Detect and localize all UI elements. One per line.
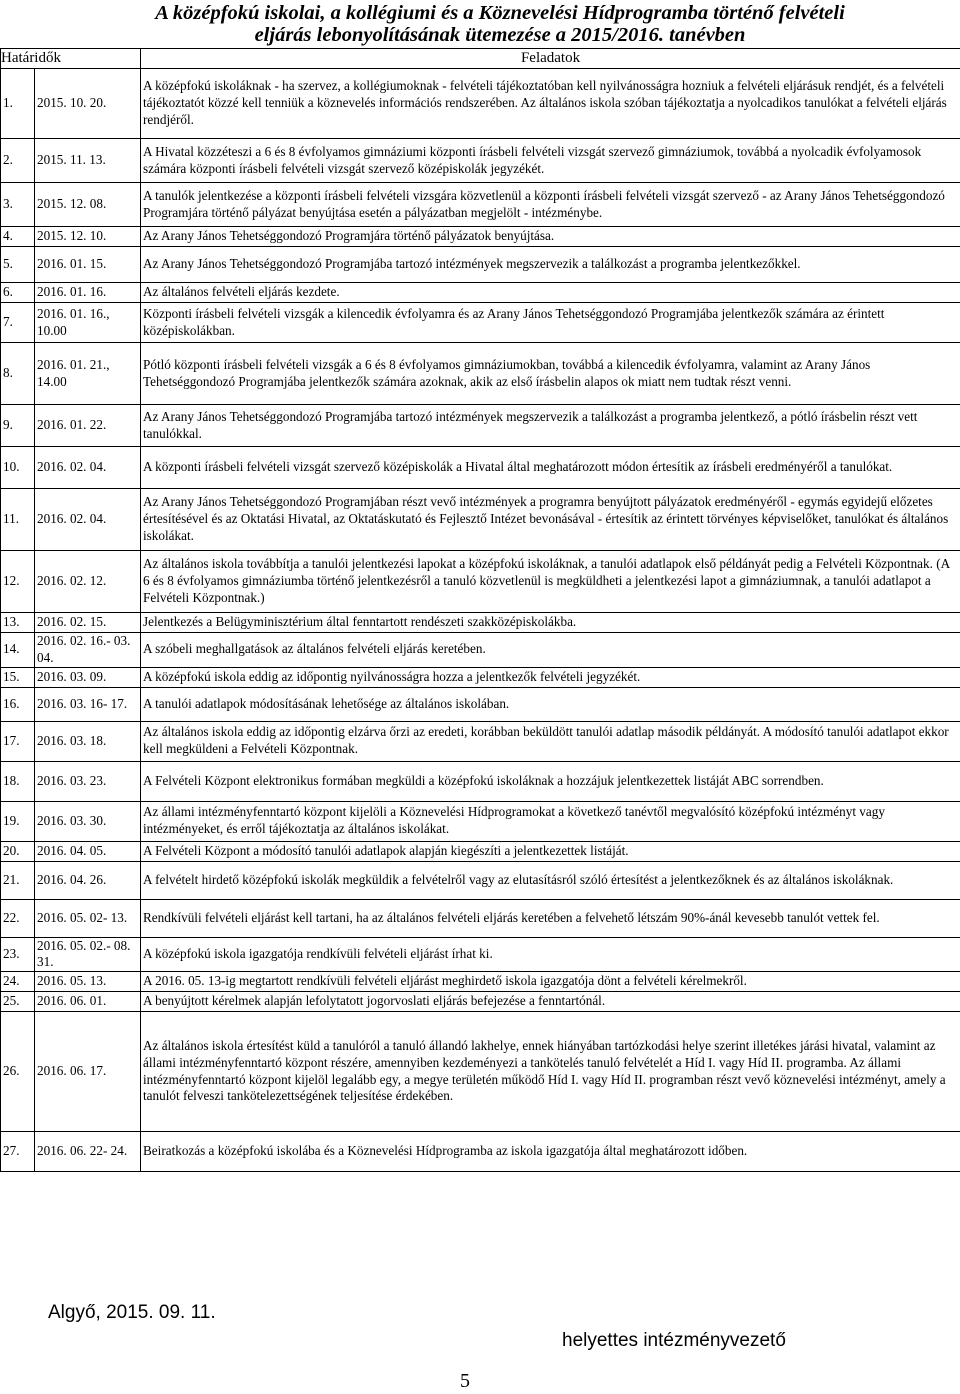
row-deadline: 2015. 12. 08. [35, 183, 141, 227]
table-row [1, 405, 960, 447]
table-row [1, 283, 960, 303]
row-deadline: 2016. 06. 17. [35, 1012, 141, 1132]
schedule-table [0, 48, 960, 1172]
table-row [1, 343, 960, 405]
row-task: Központi írásbeli felvételi vizsgák a kilencedik évfolyamra és az Arany János Tehetséggondozó Programjába jelentkezők számára az érintett középiskolákban. [141, 303, 960, 343]
table-row [1, 801, 960, 841]
row-number: 11. [1, 489, 35, 551]
row-number: 15. [1, 667, 35, 687]
table-row [1, 861, 960, 899]
row-deadline: 2016. 03. 30. [35, 801, 141, 841]
row-deadline: 2016. 02. 15. [35, 613, 141, 633]
row-deadline: 2016. 05. 13. [35, 972, 141, 992]
table-row [1, 139, 960, 183]
row-number: 7. [1, 303, 35, 343]
row-number: 23. [1, 937, 35, 972]
row-number: 22. [1, 899, 35, 937]
row-deadline: 2016. 04. 05. [35, 841, 141, 861]
row-deadline: 2016. 01. 21., 14.00 [35, 343, 141, 405]
row-number: 14. [1, 633, 35, 668]
row-task: Rendkívüli felvételi eljárást kell tartani, ha az általános felvételi eljárás keretében a felvehető létszám 90%-ánál kevesebb tanulót vettek fel. [141, 899, 960, 937]
row-task: A középfokú iskola eddig az időpontig nyilvánosságra hozza a jelentkezők felvételi jegyzékét. [141, 667, 960, 687]
table-header-row [1, 49, 960, 69]
row-task: A tanulói adatlapok módosításának lehetősége az általános iskolában. [141, 687, 960, 721]
row-number: 12. [1, 551, 35, 613]
row-number: 21. [1, 861, 35, 899]
title-line-2: eljárás lebonyolításának ütemezése a 2015/2016. tanévben [254, 24, 746, 46]
row-deadline: 2016. 03. 23. [35, 761, 141, 801]
row-number: 6. [1, 283, 35, 303]
row-task: Az általános iskola eddig az időpontig elzárva őrzi az eredeti, korábban beküldött tanulói adatlap második példányát. A módosító tanulói adatlapot ekkor kell megküldeni a Felvételi Központnak. [141, 721, 960, 761]
row-task: Az általános iskola értesítést küld a tanulóról a tanuló állandó lakhelye, ennek hiányában tartózkodási helye szerint illetékes járási hivatal, valamint az állami intézményfenntartó központ részére, amennyiben kezdeményezi a tankötelés tanuló felvételét a Híd I. vagy Híd II. programba. Az állami intézményfenntartó központ kijelöl legalább egy, a megye területén működő Híd I. vagy Híd II. programban részt vevő köznevelési intézményt, amely a tanulót felveszi tankötelezettségének teljesítése érdekében. [141, 1012, 960, 1132]
row-number: 10. [1, 447, 35, 489]
row-task: A szóbeli meghallgatások az általános felvételi eljárás keretében. [141, 633, 960, 668]
row-task: Az Arany János Tehetséggondozó Programjára történő pályázatok benyújtása. [141, 227, 960, 247]
row-deadline: 2015. 11. 13. [35, 139, 141, 183]
row-number: 18. [1, 761, 35, 801]
document-title [60, 2, 940, 46]
signature-title: helyettes intézményvezető [562, 1330, 786, 1351]
table-row [1, 992, 960, 1012]
page-number: 5 [460, 1370, 470, 1392]
table-row [1, 613, 960, 633]
table-row [1, 721, 960, 761]
table-row [1, 227, 960, 247]
table-row [1, 761, 960, 801]
row-task: Az Arany János Tehetséggondozó Programjába tartozó intézmények megszervezik a találkozást a programba jelentkező, a pótló írásbelin részt vett tanulókkal. [141, 405, 960, 447]
row-number: 19. [1, 801, 35, 841]
row-number: 16. [1, 687, 35, 721]
header-deadlines: Határidők [1, 49, 141, 69]
row-number: 13. [1, 613, 35, 633]
table-row [1, 633, 960, 668]
row-task: Pótló központi írásbeli felvételi vizsgák a 6 és 8 évfolyamos gimnáziumokban, továbbá a kilencedik évfolyamra, valamint az Arany János Tehetséggondozó Programjába jelentkezők számára azoknak, akik az első írásbelin alapos ok miatt nem tudtak részt venni. [141, 343, 960, 405]
table-row [1, 1012, 960, 1132]
row-task: Az Arany János Tehetséggondozó Programjába tartozó intézmények megszervezik a találkozást a programba jelentkezőkkel. [141, 247, 960, 283]
table-body [1, 69, 960, 1172]
row-number: 3. [1, 183, 35, 227]
row-task: A 2016. 05. 13-ig megtartott rendkívüli felvételi eljárást meghirdető iskola igazgatója dönt a felvételi kérelmekről. [141, 972, 960, 992]
row-number: 9. [1, 405, 35, 447]
row-task: Az Arany János Tehetséggondozó Programjában részt vevő intézmények a programra benyújtott pályázatok eredményéről - egymás egyidejű előzetes értesítésével és az Oktatási Hivatal, az Oktatáskutató és Fejlesztő Intézet bevonásával - értesítik az érintett törvényes képviselőket, tanulókat és általános iskolákat. [141, 489, 960, 551]
table-row [1, 69, 960, 139]
row-deadline: 2016. 06. 22- 24. [35, 1132, 141, 1172]
row-task: Jelentkezés a Belügyminisztérium által fenntartott rendészeti szakközépiskolákba. [141, 613, 960, 633]
row-task: A Felvételi Központ a módosító tanulói adatlapok alapján kiegészíti a jelentkezettek listáját. [141, 841, 960, 861]
row-task: A benyújtott kérelmek alapján lefolytatott jogorvoslati eljárás befejezése a fenntartónál. [141, 992, 960, 1012]
row-number: 8. [1, 343, 35, 405]
table-row [1, 447, 960, 489]
row-deadline: 2016. 03. 18. [35, 721, 141, 761]
row-deadline: 2015. 10. 20. [35, 69, 141, 139]
table-row [1, 489, 960, 551]
table-row [1, 1132, 960, 1172]
header-tasks: Feladatok [141, 49, 960, 69]
row-task: Az általános iskola továbbítja a tanulói jelentkezési lapokat a középfokú iskoláknak, a tanulói adatlapok első példányát pedig a Felvételi Központnak. (A 6 és 8 évfolyamos gimnáziumba történő jelentkezésről a tanuló közvetlenül is megküldheti a jelentkezési lapot a gimnáziumnak, a tanulói adatlapot a Felvételi Központnak.) [141, 551, 960, 613]
row-deadline: 2016. 03. 16- 17. [35, 687, 141, 721]
table-row [1, 183, 960, 227]
table-row [1, 899, 960, 937]
row-task: A központi írásbeli felvételi vizsgát szervező középiskolák a Hivatal által meghatározott módon értesítik az írásbeli eredményéről a tanulókat. [141, 447, 960, 489]
place-and-date: Algyő, 2015. 09. 11. [48, 1302, 216, 1323]
row-deadline: 2016. 01. 16., 10.00 [35, 303, 141, 343]
row-task: A Hivatal közzéteszi a 6 és 8 évfolyamos gimnáziumi központi írásbeli felvételi vizsgát szervező gimnáziumok, továbbá a nyolcadik évfolyamosok számára központi írásbeli felvételi vizsgát szervező középiskolák jegyzékét. [141, 139, 960, 183]
row-task: A felvételt hirdető középfokú iskolák megküldik a felvételről vagy az elutasításról szóló értesítést a jelentkezőknek és az általános iskoláknak. [141, 861, 960, 899]
row-deadline: 2016. 02. 12. [35, 551, 141, 613]
row-deadline: 2016. 01. 22. [35, 405, 141, 447]
row-task: Az általános felvételi eljárás kezdete. [141, 283, 960, 303]
row-deadline: 2016. 05. 02- 13. [35, 899, 141, 937]
row-deadline: 2016. 04. 26. [35, 861, 141, 899]
table-row [1, 841, 960, 861]
row-deadline: 2016. 02. 16.- 03. 04. [35, 633, 141, 668]
row-task: Beiratkozás a középfokú iskolába és a Köznevelési Hídprogramba az iskola igazgatója által meghatározott időben. [141, 1132, 960, 1172]
row-deadline: 2016. 02. 04. [35, 447, 141, 489]
row-deadline: 2016. 01. 16. [35, 283, 141, 303]
row-task: A középfokú iskola igazgatója rendkívüli felvételi eljárást írhat ki. [141, 937, 960, 972]
table-row [1, 303, 960, 343]
row-number: 17. [1, 721, 35, 761]
row-deadline: 2016. 05. 02.- 08. 31. [35, 937, 141, 972]
row-number: 4. [1, 227, 35, 247]
row-task: A Felvételi Központ elektronikus formában megküldi a középfokú iskoláknak a hozzájuk jelentkezettek listáját ABC sorrendben. [141, 761, 960, 801]
row-deadline: 2016. 06. 01. [35, 992, 141, 1012]
table-row [1, 937, 960, 972]
title-line-1: A középfokú iskolai, a kollégiumi és a Köznevelési Hídprogramba történő felvételi [155, 2, 845, 24]
table-row [1, 551, 960, 613]
row-deadline: 2015. 12. 10. [35, 227, 141, 247]
row-number: 27. [1, 1132, 35, 1172]
row-deadline: 2016. 03. 09. [35, 667, 141, 687]
table-row [1, 247, 960, 283]
row-number: 1. [1, 69, 35, 139]
table-row [1, 687, 960, 721]
table-row [1, 972, 960, 992]
table-row [1, 667, 960, 687]
row-number: 20. [1, 841, 35, 861]
row-deadline: 2016. 01. 15. [35, 247, 141, 283]
row-number: 5. [1, 247, 35, 283]
row-number: 2. [1, 139, 35, 183]
row-number: 25. [1, 992, 35, 1012]
row-number: 26. [1, 1012, 35, 1132]
row-task: A tanulók jelentkezése a központi írásbeli felvételi vizsgára közvetlenül a központi írásbeli felvételi vizsgát szervező - az Arany János Tehetséggondozó Programjára történő pályázat benyújtása esetén a pályázatban megjelölt - intézménybe. [141, 183, 960, 227]
row-number: 24. [1, 972, 35, 992]
row-task: A középfokú iskoláknak - ha szervez, a kollégiumoknak - felvételi tájékoztatóban kell nyilvánosságra hozniuk a felvételi eljárásuk rendjét, és a felvételi tájékoztatót közzé kell tenniük a köznevelés információs rendszerében. Az általános iskola szóban tájékoztatja a nyolcadikos tanulókat a felvételi eljárás rendjéről. [141, 69, 960, 139]
row-task: Az állami intézményfenntartó központ kijelöli a Köznevelési Hídprogramokat a következő tanévtől megvalósító középfokú intézményt vagy intézményeket, és erről tájékoztatja az általános iskolákat. [141, 801, 960, 841]
row-deadline: 2016. 02. 04. [35, 489, 141, 551]
